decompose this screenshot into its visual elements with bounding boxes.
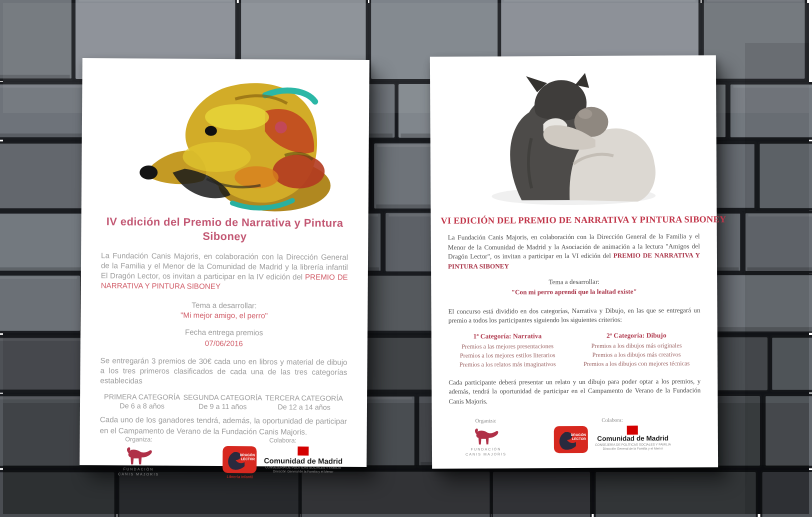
painted-dog-artwork-wrap bbox=[81, 58, 369, 212]
category-narrativa bbox=[459, 333, 556, 370]
dragon-lector-logo bbox=[554, 426, 588, 453]
intro-paragraph bbox=[448, 232, 700, 272]
fundacion-name bbox=[118, 467, 159, 477]
intro-paragraph bbox=[101, 251, 348, 294]
madrid-dept: CONSEJERÍA DE POLÍTICAS SOCIALES Y FAMILIA bbox=[265, 465, 342, 470]
intro-text: La Fundación Canis Majoris, en colaboración con la Dirección General de la Familia y el Menor de la Comunidad de Madrid y la Asociación de animación a la lectura "Amigos del Dragón Lector", os invitan a participar en la VI edición del bbox=[447, 233, 700, 261]
theme-value: "Con mi perro aprendí que la lealtad existe" bbox=[511, 289, 637, 297]
theme-label: Tema a desarrollar: bbox=[191, 300, 257, 310]
madrid-dir: Dirección General de la Familia y el Menor bbox=[273, 469, 334, 474]
photo-child-hugging-dog bbox=[473, 67, 674, 210]
category-3-name: TERCERA CATEGORÍA bbox=[265, 392, 344, 403]
dragon-word1: DRAGÓN bbox=[239, 453, 255, 458]
dragon-sublabel: Librería infantil bbox=[226, 473, 253, 480]
madrid-flag-icon bbox=[627, 426, 638, 435]
madrid-name: Comunidad de Madrid bbox=[597, 435, 669, 443]
fundacion-dog-logo-icon bbox=[472, 426, 500, 447]
category-1 bbox=[104, 392, 180, 411]
narrativa-item-3: Premios a los relatos más imaginativos bbox=[459, 360, 556, 369]
categories-row bbox=[445, 332, 703, 370]
madrid-dir: Dirección General de la Familia y el Menor bbox=[602, 446, 664, 451]
madrid-name: Comunidad de Madrid bbox=[263, 456, 343, 466]
collaborator-logos bbox=[223, 446, 343, 480]
collaborators-block bbox=[223, 437, 343, 480]
organizer-block bbox=[103, 436, 173, 478]
category-2 bbox=[183, 392, 262, 411]
contest-paragraph: El concurso está dividido en dos categorías, Narrativa y Dibujo, en las que se entregará un premio a todos los participantes siguiendo los siguientes criterios: bbox=[448, 306, 701, 325]
poster-iv-edition bbox=[80, 58, 370, 480]
poster-title: IV edición del Premio de Narrativa y Pintura Siboney bbox=[106, 216, 344, 243]
theme-label: Tema a desarrollar: bbox=[548, 279, 600, 287]
dragon-lector-logo-icon bbox=[223, 446, 257, 473]
category-1-range: De 6 a 8 años bbox=[119, 401, 165, 411]
intro-highlight: PREMIO DE NARRATIVA Y PINTURA SIBONEY bbox=[448, 252, 700, 271]
category-2-range: De 9 a 11 años bbox=[198, 401, 247, 412]
fundacion-name bbox=[465, 447, 506, 457]
closing-paragraph: Cada uno de los ganadores tendrá, además, la oportunidad de participar en el Campamento de Verano de la Fundación Canis Majoris. bbox=[99, 415, 347, 437]
categories-row bbox=[104, 392, 343, 412]
organizer-label: Organiza: bbox=[125, 436, 153, 444]
dibujo-item-2: Premios a los dibujos más creativos bbox=[592, 351, 681, 359]
organizer-block bbox=[456, 418, 516, 457]
category-3 bbox=[265, 393, 343, 412]
dragon-word2: LECTOR bbox=[572, 436, 586, 442]
collaborators-block bbox=[554, 417, 671, 453]
photo-child-dog-wrap bbox=[430, 67, 717, 210]
poster-title: VI EDICIÓN DEL PREMIO DE NARRATIVA Y PINTURA SIBONEY bbox=[440, 214, 727, 226]
category-dibujo bbox=[583, 332, 689, 370]
dibujo-item-3: Premios a los dibujos con mejores técnicas bbox=[583, 360, 690, 368]
dragon-word1: DRAGÓN bbox=[570, 432, 586, 437]
prizes-paragraph: Se entregarán 3 premios de 30€ cada uno en libros y material de dibujo a los tres primeros clasificados de cada una de las tres categorías establecidas bbox=[100, 356, 348, 386]
dragon-lector-wordmark bbox=[240, 453, 255, 461]
category-3-range: De 12 a 14 años bbox=[277, 402, 331, 412]
collaborator-label: Colabora: bbox=[269, 437, 297, 445]
organizer-label: Organiza: bbox=[475, 418, 497, 425]
date-value: 07/06/2016 bbox=[204, 338, 243, 349]
fundacion-line2: CANIS MAJORIS bbox=[465, 452, 507, 457]
poster-footer bbox=[79, 436, 366, 489]
fundacion-dog-logo-icon bbox=[124, 445, 154, 467]
intro-text: La Fundación Canis Majoris, en colaboración con la Dirección General de la Familia y el Menor de la Comunidad de Madrid y la librería infantil El Dragón Lector, os invitan a participar en la IV edición del bbox=[100, 250, 349, 282]
comunidad-madrid-logo bbox=[595, 425, 671, 451]
narrativa-item-1: Premios a las mejores presentaciones bbox=[461, 342, 554, 351]
madrid-dept: CONSEJERÍA DE POLÍTICAS SOCIALES Y FAMILIA bbox=[594, 442, 671, 447]
fundacion-line1: FUNDACIÓN bbox=[123, 467, 154, 472]
dragon-lector-logo-icon bbox=[554, 426, 588, 453]
fundacion-line1: FUNDACIÓN bbox=[470, 447, 502, 452]
poster-vi-edition bbox=[430, 55, 727, 468]
category-dibujo-title: 2ª Categoría: Dibujo bbox=[606, 332, 667, 340]
dibujo-item-1: Premios a los dibujos más originales bbox=[591, 342, 682, 350]
intro-highlight: PREMIO DE NARRATIVA Y PINTURA SIBONEY bbox=[100, 272, 348, 292]
madrid-flag-icon bbox=[298, 446, 309, 455]
dragon-lector-wordmark bbox=[571, 433, 586, 441]
painted-dog-artwork bbox=[114, 58, 337, 212]
collaborator-logos bbox=[554, 425, 671, 453]
dragon-word2: LECTOR bbox=[240, 457, 255, 462]
fundacion-line2: CANIS MAJORIS bbox=[118, 472, 160, 477]
comunidad-madrid-logo bbox=[264, 446, 343, 474]
theme-value: "Mi mejor amigo, el perro" bbox=[180, 311, 268, 321]
closing-paragraph: Cada participante deberá presentar un relato y un dibujo para poder optar a los premios, y además, tendrá la oportunidad de participar en el Campamento de Verano de la Fundación Canis Majoris. bbox=[448, 378, 701, 406]
category-2-name: SEGUNDA CATEGORÍA bbox=[183, 392, 263, 402]
category-narrativa-title: 1ª Categoría: Narrativa bbox=[473, 332, 542, 341]
dragon-lector-logo bbox=[223, 446, 257, 479]
narrativa-item-2: Premios a los mejores estilos literarios bbox=[459, 351, 556, 360]
collaborator-label: Colabora: bbox=[601, 417, 623, 424]
category-1-name: PRIMERA CATEGORÍA bbox=[104, 391, 181, 402]
poster-footer bbox=[432, 417, 718, 469]
date-label: Fecha entrega premios bbox=[184, 327, 264, 338]
